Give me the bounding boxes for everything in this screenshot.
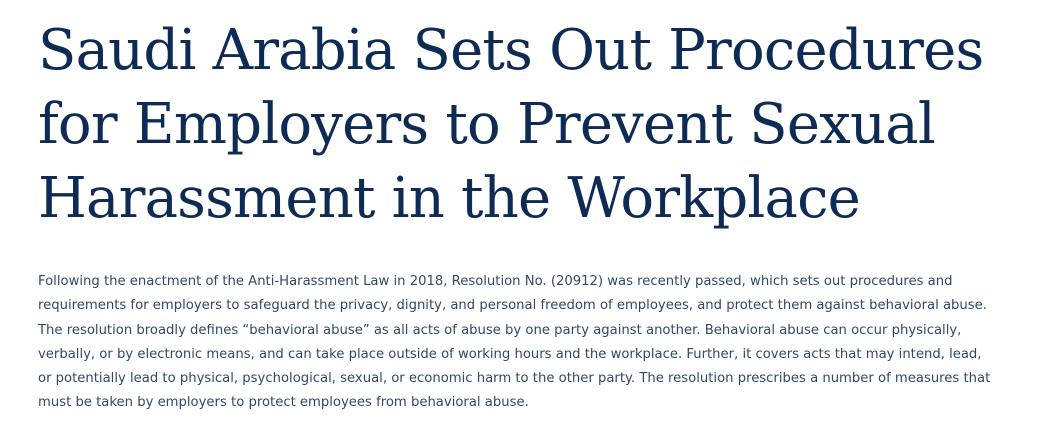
article-title: Saudi Arabia Sets Out Procedures for Employers to Prevent Sexual Harassment in the Workplace [38,18,984,231]
article [38,14,998,416]
article-summary: Following the enactment of the Anti-Harassment Law in 2018, Resolution No. (20912) was recently passed, which sets out procedures and requirements for employers to safeguard the privacy, dignity, and personal freedom of employees, and protect them against behavioral abuse. The resolution broadly defines “behavioral abuse” as all acts of abuse by one party against another. Behavioral abuse can occur physically, verbally, or by electronic means, and can take place outside of working hours and the workplace. Further, it covers acts that may intend, lead, or potentially lead to physical, psychological, sexual, or economic harm to the other party. The resolution prescribes a number of measures that must be taken by employers to protect employees from behavioral abuse. [38,274,991,411]
